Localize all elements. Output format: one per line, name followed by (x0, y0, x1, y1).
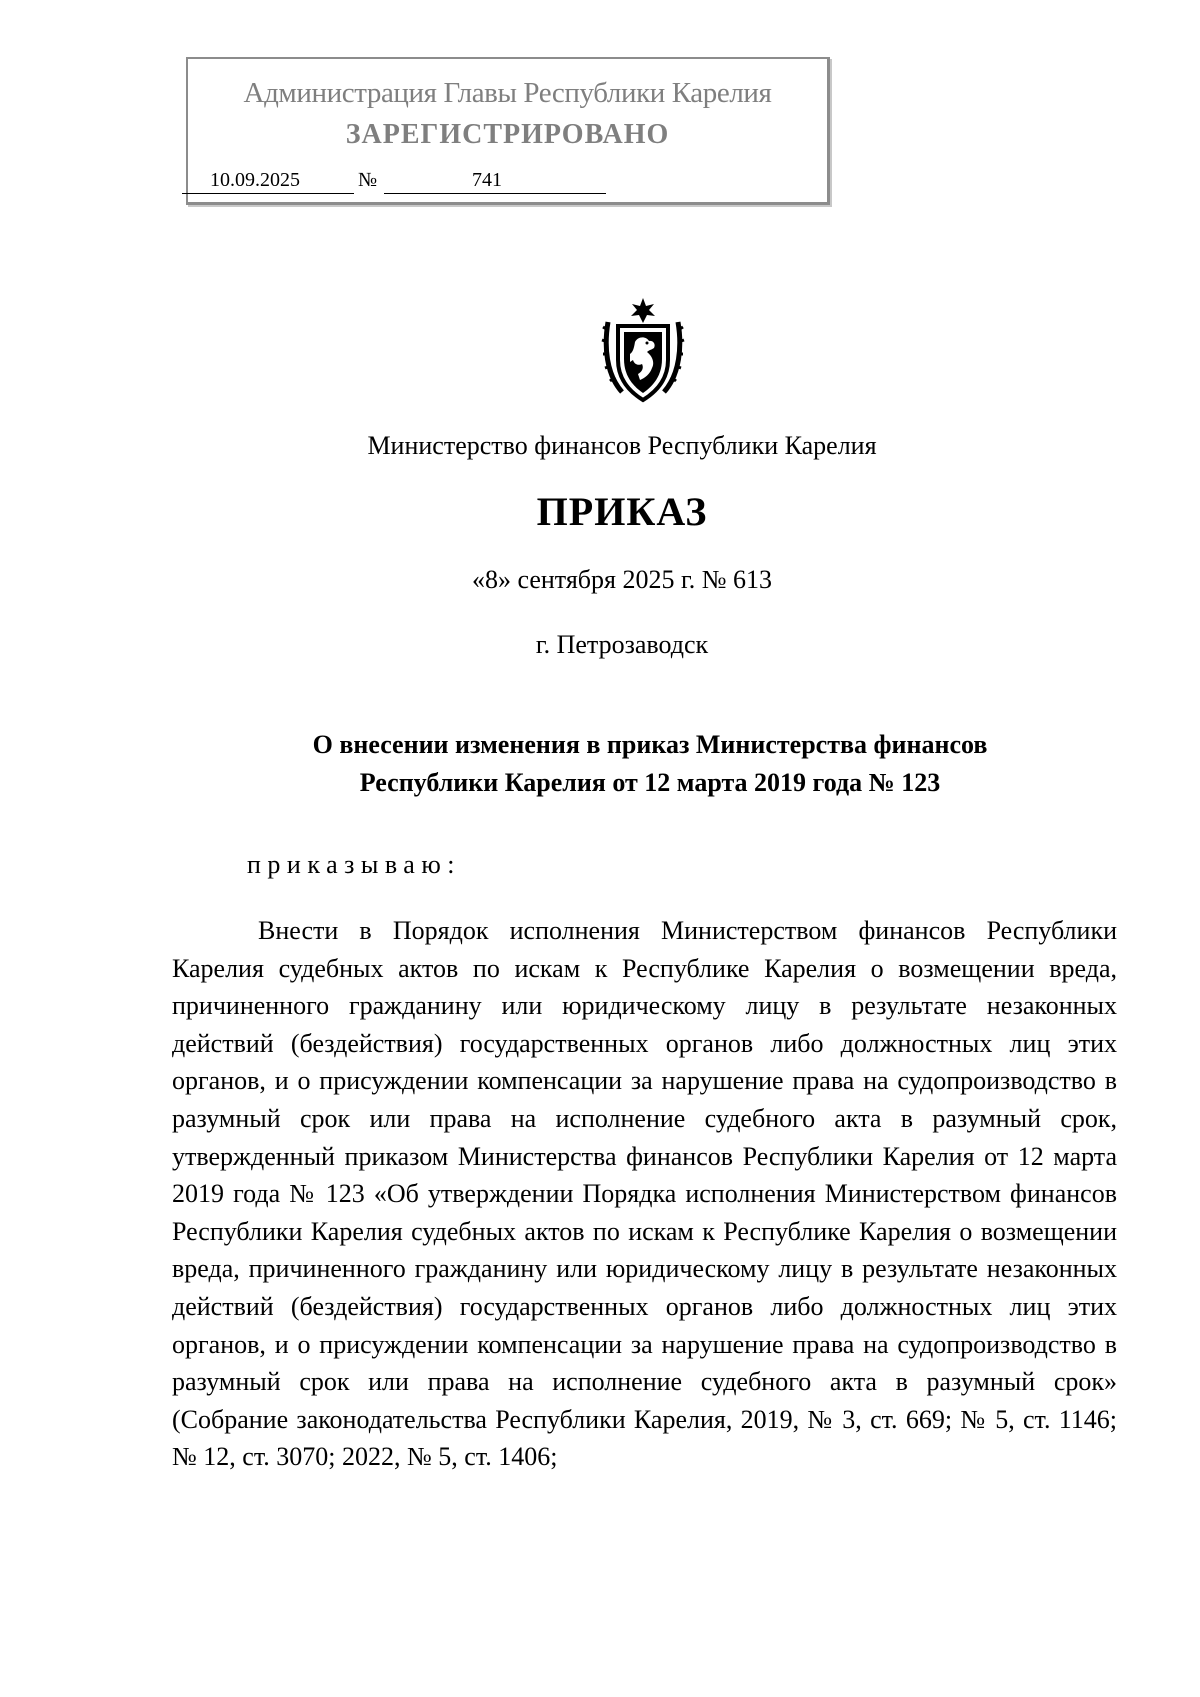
stamp-organization: Администрация Главы Республики Карелия (243, 77, 772, 109)
body-paragraph: Внести в Порядок исполнения Министерством финансов Республики Карелия судебных актов по искам к Республике Карелия о возмещении вреда, причиненного гражданину или юридическому лицу в результате незаконных действий (бездействия) государственных органов либо должностных лиц этих органов, и о присуждении компенсации за нарушение права на судопроизводство в разумный срок или права на исполнение судебного акта в разумный срок, утвержденный приказом Министерства финансов Республики Карелия от 12 марта 2019 года № 123 «Об утверждении Порядка исполнения Министерством финансов Республики Карелия судебных актов по искам к Республике Карелия о возмещении вреда, причиненного гражданину или юридическому лицу в результате незаконных действий (бездействия) государственных органов либо должностных лиц этих органов, и о присуждении компенсации за нарушение права на судопроизводство в разумный срок или права на исполнение судебного акта в разумный срок» (Собрание законодательства Республики Карелия, 2019, № 3, ст. 669; № 5, ст. 1146; № 12, ст. 3070; 2022, № 5, ст. 1406; (172, 916, 1117, 1472)
document-date-number: «8» сентября 2025 г. № 613 (471, 565, 772, 594)
document-type: ПРИКАЗ (536, 489, 708, 534)
title-line-2: Республики Карелия от 12 марта 2019 года № 123 (359, 768, 941, 797)
stamp-number-underline (384, 193, 606, 194)
title-line-1: О внесении изменения в приказ Министерства финансов (312, 730, 988, 759)
stamp-registration-line (182, 169, 612, 195)
stamp-number-sign: № (358, 169, 378, 191)
document-place: г. Петрозаводск (535, 630, 709, 659)
ministry-name: Министерство финансов Республики Карелия (367, 431, 877, 460)
stamp-number: 741 (472, 169, 502, 191)
registration-stamp (186, 57, 830, 205)
stamp-date: 10.09.2025 (210, 169, 300, 191)
document-title (200, 726, 1100, 802)
karelia-coat-of-arms-icon (600, 296, 686, 406)
order-word: приказываю: (247, 850, 461, 879)
stamp-date-underline (182, 193, 354, 194)
stamp-status: ЗАРЕГИСТРИРОВАНО (345, 119, 670, 150)
